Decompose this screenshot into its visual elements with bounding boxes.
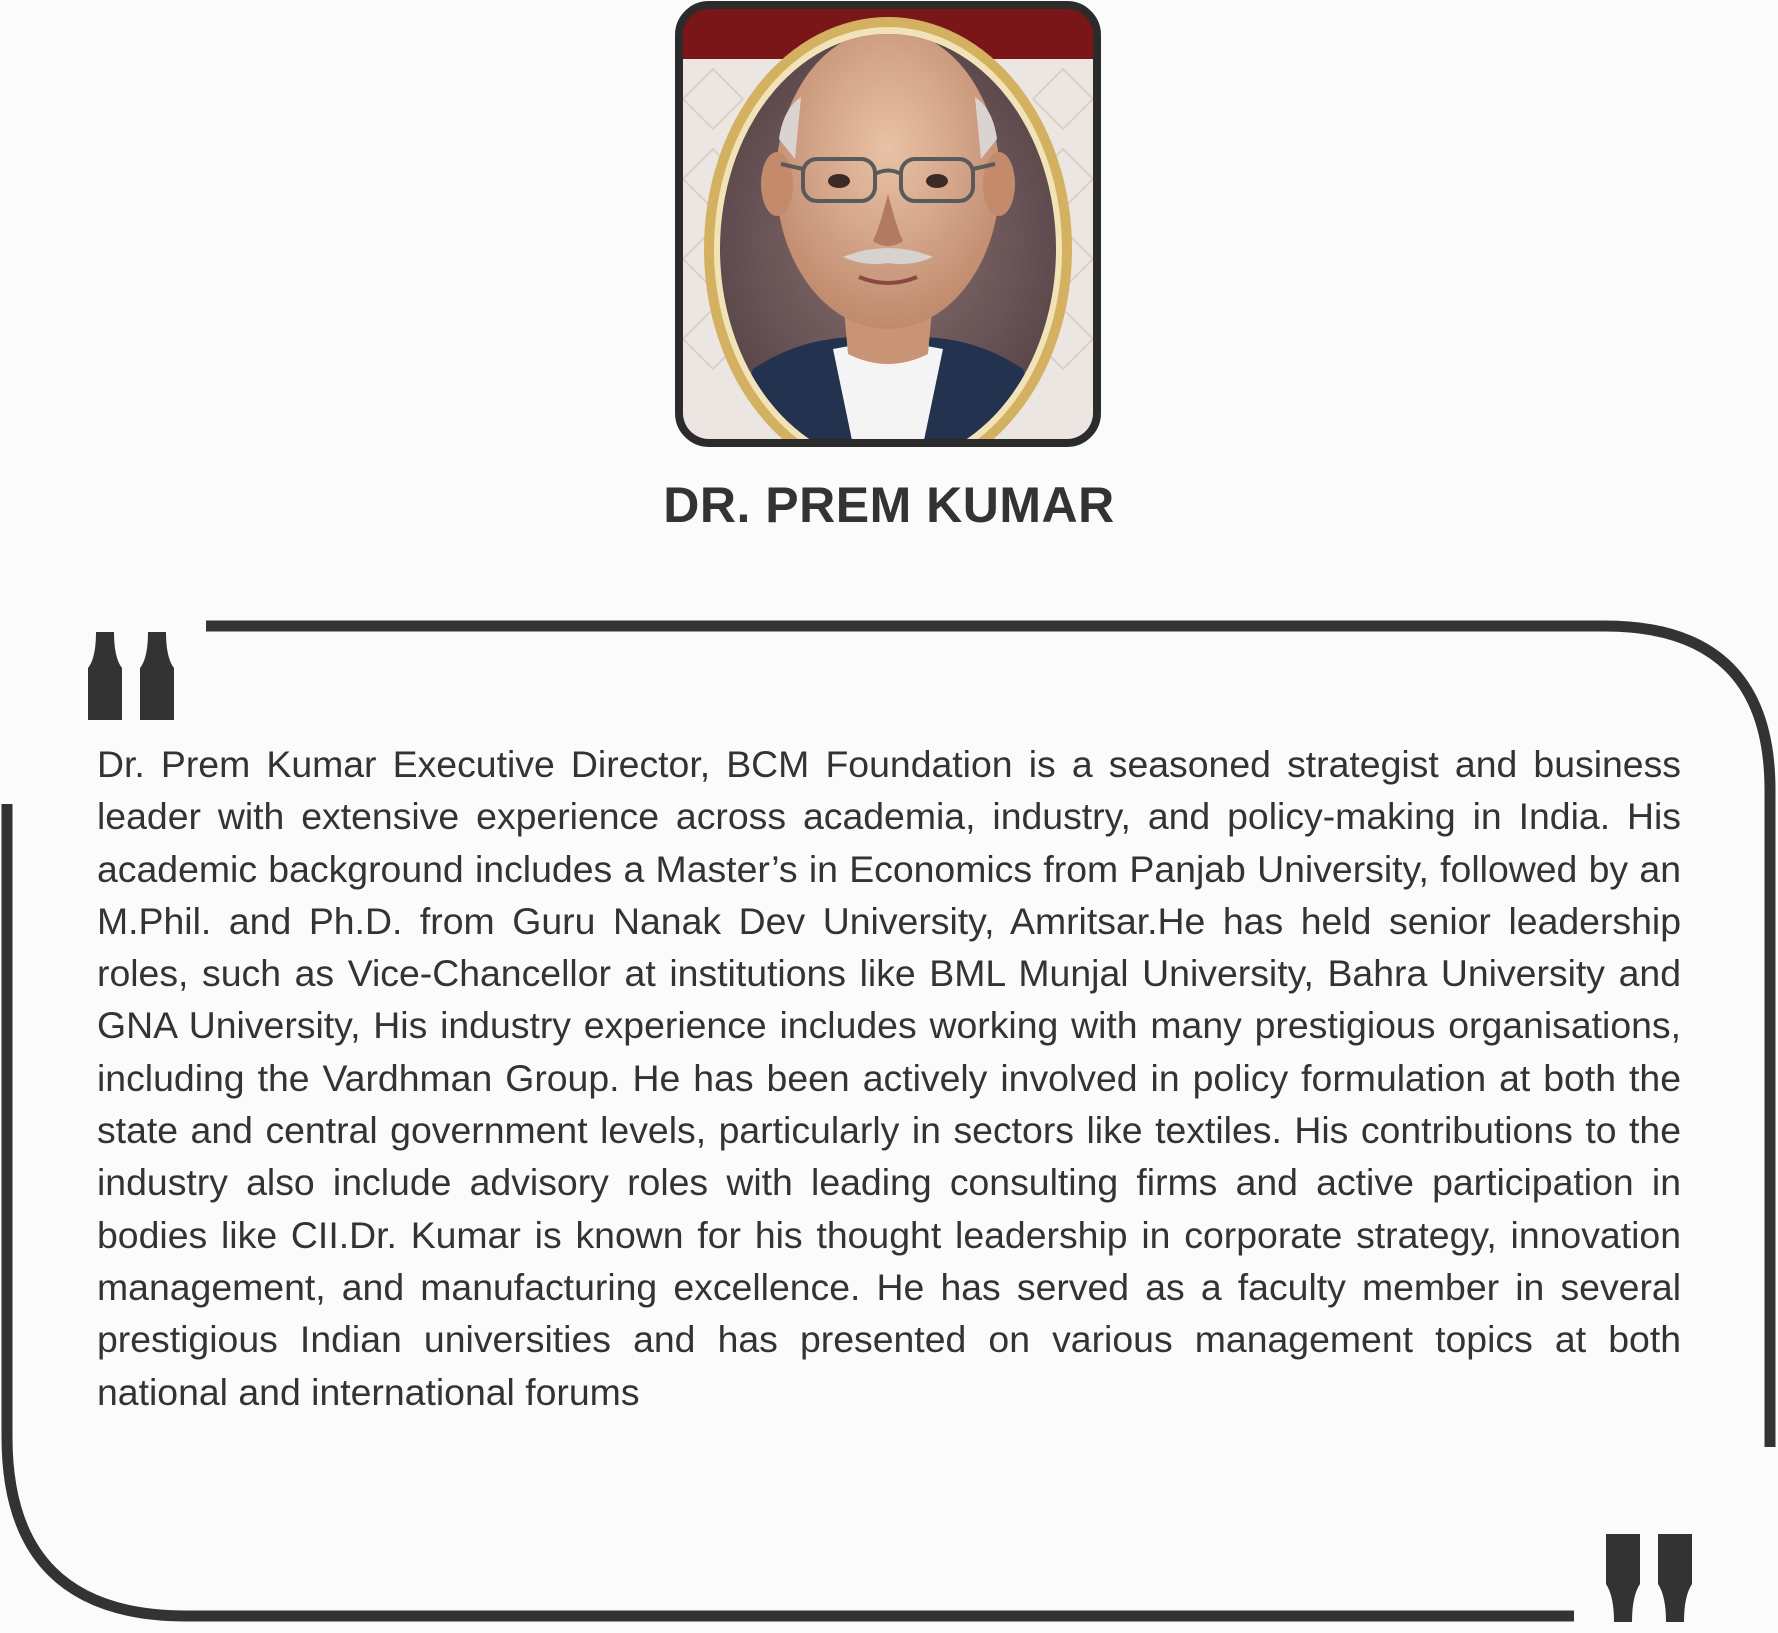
closing-quote-icon: [1606, 1534, 1692, 1622]
bio-paragraph: Dr. Prem Kumar Executive Director, BCM Foundation is a seasoned strategist and business leader with extensive experience across academia, industry, and policy-making in India. His academic background includes a Master’s in Economics from Panjab University, followed by an M.Phil. and Ph.D. from Guru Nanak Dev University, Amritsar.He has held senior leadership roles, such as Vice-Chancellor at institutions like BML Munjal University, Bahra University and GNA University, His industry experience includes working with many prestigious organisations, including the Vardhman Group. He has been actively involved in policy formulation at both the state and central government levels, particularly in sectors like textiles. His contributions to the industry also include advisory roles with leading consulting firms and active participation in bodies like CII.Dr. Kumar is known for his thought leadership in corporate strategy, innovation management, and manufacturing excellence. He has served as a faculty member in several prestigious Indian universities and has presented on various management topics at both national and international forums: [97, 743, 1681, 1413]
page-title: DR. PREM KUMAR: [663, 477, 1115, 533]
opening-quote-icon: [88, 632, 174, 720]
